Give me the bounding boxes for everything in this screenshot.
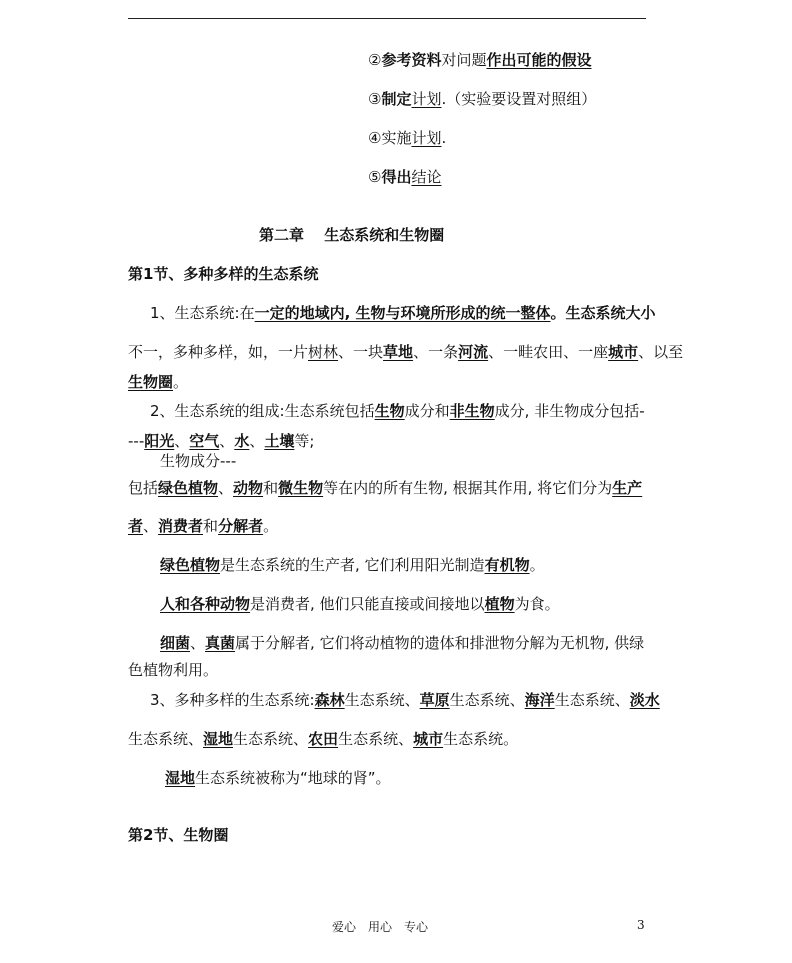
paragraph-2-line-4: 包括绿色植物、动物和微生物等在内的所有生物, 根据其作用, 将它们分为生产	[128, 479, 643, 497]
paragraph-2-line-2: ---阳光、空气、水、土壤等;	[128, 432, 315, 450]
decomposer-paragraph-line-1: 细菌、真菌属于分解者, 它们将动植物的遗体和排泄物分解为无机物, 供绿	[160, 634, 645, 652]
paragraph-3-line-1: 3、多种多样的生态系统:森林生态系统、草原生态系统、海洋生态系统、淡水	[150, 691, 660, 709]
step-3: ③制定计划.（实验要设置对照组）	[368, 90, 597, 108]
wetland-paragraph: 湿地生态系统被称为“地球的肾”。	[165, 769, 391, 787]
step-4: ④实施计划.	[368, 129, 447, 147]
paragraph-2-line-5: 者、消费者和分解者。	[128, 517, 279, 535]
section-title: 第1节、多种多样的生态系统	[128, 265, 319, 283]
step-number: ④	[368, 129, 382, 147]
paragraph-1-line-3: 生物圈。	[128, 373, 189, 391]
decomposer-paragraph-line-2: 色植物利用。	[128, 661, 219, 679]
producer-paragraph: 绿色植物是生态系统的生产者, 它们利用阳光制造有机物。	[160, 556, 545, 574]
section-title: 第2节、生物圈	[128, 826, 229, 844]
paragraph-1-line-2: 不一，多种多样，如，一片树林、一块草地、一条河流、一畦农田、一座城市、以至	[128, 343, 684, 361]
paragraph-2-line-3: 生物成分---	[160, 452, 237, 470]
step-2: ②参考资料对问题作出可能的假设	[368, 51, 592, 69]
step-5: ⑤得出结论	[368, 168, 442, 186]
step-number: ⑤	[368, 168, 382, 186]
chapter-title: 第二章 生态系统和生物圈	[259, 226, 445, 244]
page-number: 3	[637, 918, 645, 932]
step-number: ②	[368, 51, 382, 69]
consumer-paragraph: 人和各种动物是消费者, 他们只能直接或间接地以植物为食。	[160, 595, 560, 613]
paragraph-3-line-2: 生态系统、湿地生态系统、农田生态系统、城市生态系统。	[128, 730, 519, 748]
paragraph-2-line-1: 2、生态系统的组成:生态系统包括生物成分和非生物成分, 非生物成分包括-	[150, 402, 645, 420]
footer-motto: 爱心 用心 专心	[332, 920, 429, 934]
header-rule	[128, 18, 646, 19]
paragraph-1-line-1: 1、生态系统:在一定的地域内, 生物与环境所形成的统一整体。生态系统大小	[150, 304, 656, 322]
step-number: ③	[368, 90, 382, 108]
